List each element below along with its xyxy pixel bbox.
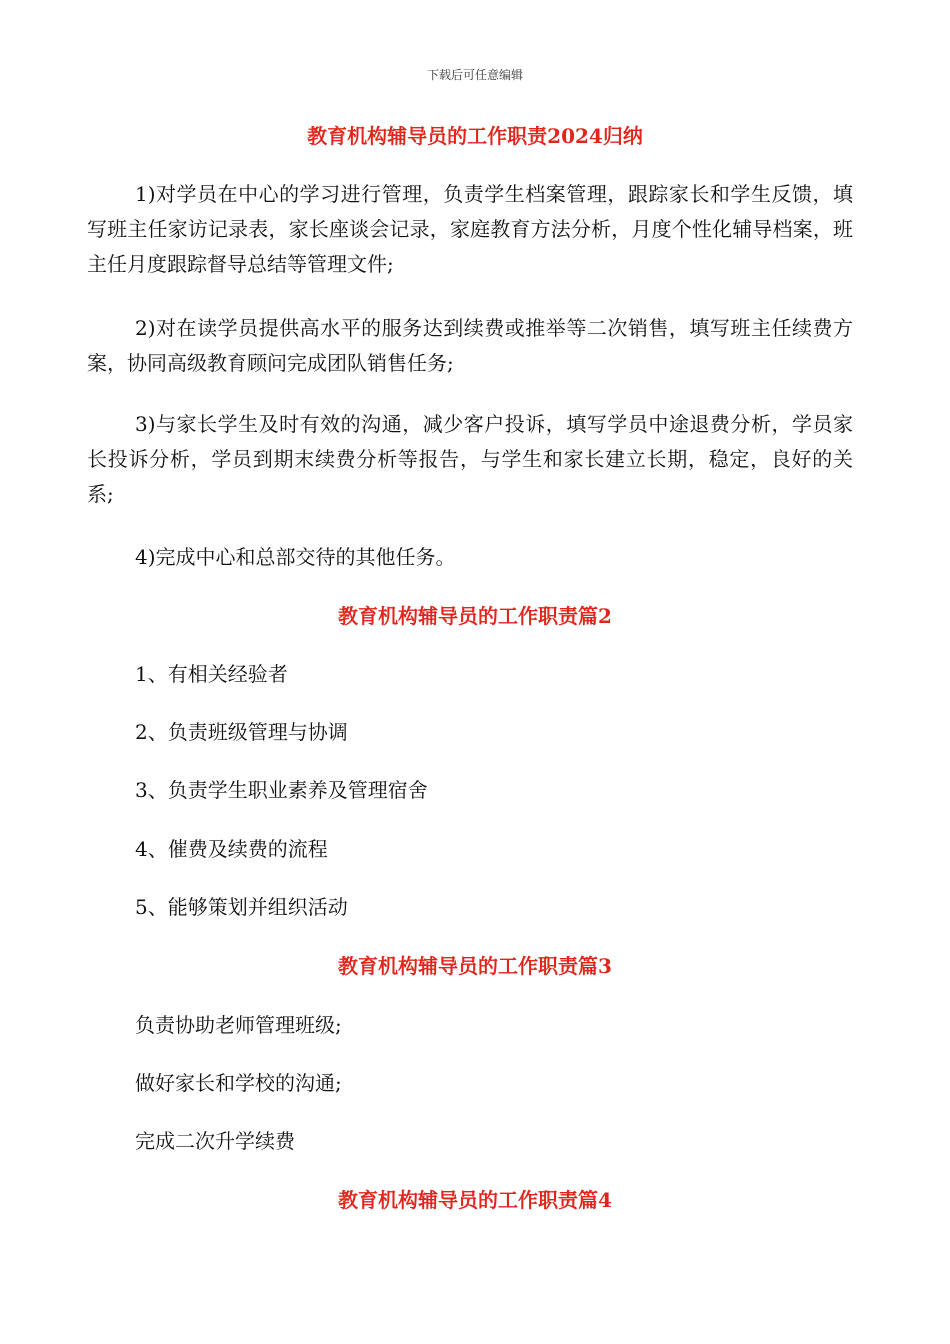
section-2-title: 教育机构辅导员的工作职责篇2 — [338, 604, 612, 628]
header-note: 下载后可任意编辑 — [426, 68, 523, 82]
section-2-item-2: 2、负责班级管理与协调 — [135, 720, 348, 744]
section-2-item-1: 1、有相关经验者 — [135, 662, 288, 686]
section-1-paragraph-4: 4)完成中心和总部交待的其他任务。 — [135, 545, 456, 569]
section-3-item-1: 负责协助老师管理班级; — [135, 1013, 342, 1037]
section-1-paragraph-1: 1)对学员在中心的学习进行管理，负责学生档案管理，跟踪家长和学生反馈，填写班主任家访记录表，家长座谈会记录，家庭教育方法分析，月度个性化辅导档案，班主任月度跟踪督导总结等管理文件; — [87, 182, 853, 276]
section-3-title: 教育机构辅导员的工作职责篇3 — [338, 954, 612, 978]
section-2-item-5: 5、能够策划并组织活动 — [135, 895, 348, 919]
section-3-item-2: 做好家长和学校的沟通; — [135, 1071, 342, 1095]
section-1-paragraph-2: 2)对在读学员提供高水平的服务达到续费或推举等二次销售，填写班主任续费方案，协同高级教育顾问完成团队销售任务; — [87, 316, 853, 375]
section-4-title: 教育机构辅导员的工作职责篇4 — [338, 1188, 612, 1212]
section-2-item-3: 3、负责学生职业素养及管理宿舍 — [135, 778, 428, 802]
section-3-item-3: 完成二次升学续费 — [135, 1129, 295, 1153]
section-1-title: 教育机构辅导员的工作职责2024归纳 — [307, 124, 643, 148]
section-1-paragraph-3: 3)与家长学生及时有效的沟通，减少客户投诉，填写学员中途退费分析，学员家长投诉分析，学员到期末续费分析等报告，与学生和家长建立长期，稳定，良好的关系; — [87, 412, 853, 506]
section-2-item-4: 4、催费及续费的流程 — [135, 837, 328, 861]
